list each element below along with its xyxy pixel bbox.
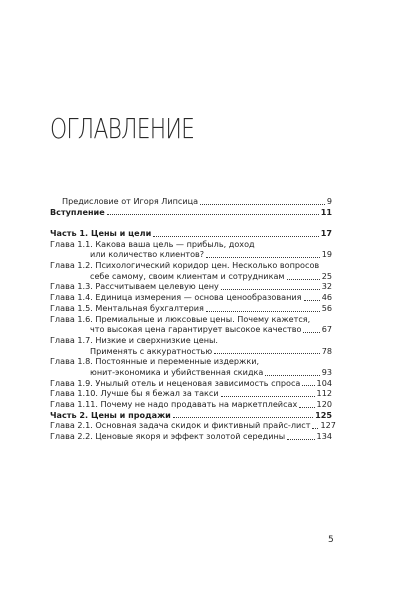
toc-entry-title: Часть 1. Цены и цели xyxy=(50,228,152,239)
toc-entry-title: юнит-экономика и убийственная скидка xyxy=(90,366,264,377)
toc-entry-title: Глава 1.11. Почему не надо продавать на маркетплейсах xyxy=(50,399,298,410)
toc-entry xyxy=(50,303,332,314)
dot-leader xyxy=(206,311,320,312)
toc-entry-title: Глава 1.9. Унылый отель и неценовая зависимость спроса xyxy=(50,377,301,388)
dot-leader xyxy=(265,375,319,376)
toc-entry xyxy=(50,335,332,356)
toc-entry xyxy=(50,420,336,431)
toc-entry-page: 120 xyxy=(316,399,332,410)
toc-entry-page: 93 xyxy=(321,366,332,377)
toc-entry-page: 104 xyxy=(316,377,332,388)
toc-entry xyxy=(50,388,332,399)
toc-entry-title: Глава 1.3. Рассчитываем целевую цену xyxy=(50,281,219,292)
toc-entry-title: Глава 2.2. Ценовые якоря и эффект золотой середины xyxy=(50,431,286,442)
toc-entry-title: Часть 2. Цены и продажи xyxy=(50,409,171,420)
toc-entry-title: Глава 1.7. Низкие и сверхнизкие цены. xyxy=(50,334,219,345)
toc-entry-title: Глава 1.4. Единица измерения — основа ценообразования xyxy=(50,292,302,303)
toc-entry-title: Вступление xyxy=(50,206,105,217)
toc-entry-title: что высокая цена гарантирует высокое качество xyxy=(90,324,302,335)
toc-entry xyxy=(50,378,332,389)
toc-entry-page: 11 xyxy=(320,206,332,217)
toc-entry-page: 32 xyxy=(321,281,332,292)
toc-entry-page: 67 xyxy=(321,324,332,335)
toc-entry-title: Предисловие от Игоря Липсица xyxy=(62,195,199,206)
page-title: ОГЛАВЛЕНИЕ xyxy=(50,112,195,145)
dot-leader xyxy=(221,289,320,290)
toc-entry-title: Глава 1.5. Ментальная бухгалтерия xyxy=(50,302,204,313)
dot-leader xyxy=(303,332,319,333)
toc-entry-title: Применять с аккуратностью xyxy=(90,345,213,356)
dot-leader xyxy=(287,279,320,280)
toc-entry-page: 125 xyxy=(315,409,332,420)
dot-leader xyxy=(214,353,320,354)
toc-entry xyxy=(50,196,332,207)
toc-entry xyxy=(50,314,332,335)
toc-entry xyxy=(50,356,332,377)
toc-entry-page: 46 xyxy=(321,292,332,303)
toc-entry xyxy=(50,282,332,293)
toc-entry-title: Глава 1.8. Постоянные и переменные издержки, xyxy=(50,356,260,367)
toc-entry xyxy=(50,399,332,410)
page-number: 5 xyxy=(328,535,334,545)
toc-entry xyxy=(50,410,332,421)
toc-entry-page: 112 xyxy=(316,388,332,399)
toc-entry-page: 127 xyxy=(320,420,336,431)
dot-leader xyxy=(221,396,315,397)
dot-leader xyxy=(299,407,314,408)
toc-entry-page: 9 xyxy=(326,195,332,206)
toc-entry-page: 134 xyxy=(316,431,332,442)
toc-entry xyxy=(50,207,332,218)
toc-entry-title: Глава 1.1. Какова ваша цель — прибыль, доход xyxy=(50,238,255,249)
toc-entry-page: 25 xyxy=(321,270,332,281)
dot-leader xyxy=(200,204,325,205)
dot-leader xyxy=(302,385,314,386)
dot-leader xyxy=(107,214,319,215)
toc-entry xyxy=(50,292,332,303)
toc-entry-page: 56 xyxy=(321,302,332,313)
toc-entry xyxy=(50,431,332,442)
toc-entry-page: 19 xyxy=(321,249,332,260)
toc-entry xyxy=(50,260,332,281)
toc-entry-title: Глава 2.1. Основная задача скидок и фиктивный прайс-лист xyxy=(50,420,311,431)
table-of-contents xyxy=(50,195,336,442)
toc-entry-page: 78 xyxy=(321,345,332,356)
toc-entry xyxy=(50,239,332,260)
dot-leader xyxy=(153,236,318,237)
toc-entry-title: или количество клиентов? xyxy=(90,249,205,260)
dot-leader xyxy=(304,300,320,301)
toc-entry-title: Глава 1.10. Лучше бы я бежал за такси xyxy=(50,388,219,399)
toc-entry-title: себе самому, своим клиентам и сотрудникам xyxy=(90,270,285,281)
dot-leader xyxy=(173,417,313,418)
toc-entry-title: Глава 1.6. Премиальные и люксовые цены. Почему кажется, xyxy=(50,313,311,324)
dot-leader xyxy=(312,428,318,429)
toc-entry xyxy=(50,228,332,239)
dot-leader xyxy=(206,257,320,258)
toc-entry-title: Глава 1.2. Психологический коридор цен. Несколько вопросов xyxy=(50,260,320,271)
dot-leader xyxy=(287,439,314,440)
toc-entry-page: 17 xyxy=(320,228,332,239)
